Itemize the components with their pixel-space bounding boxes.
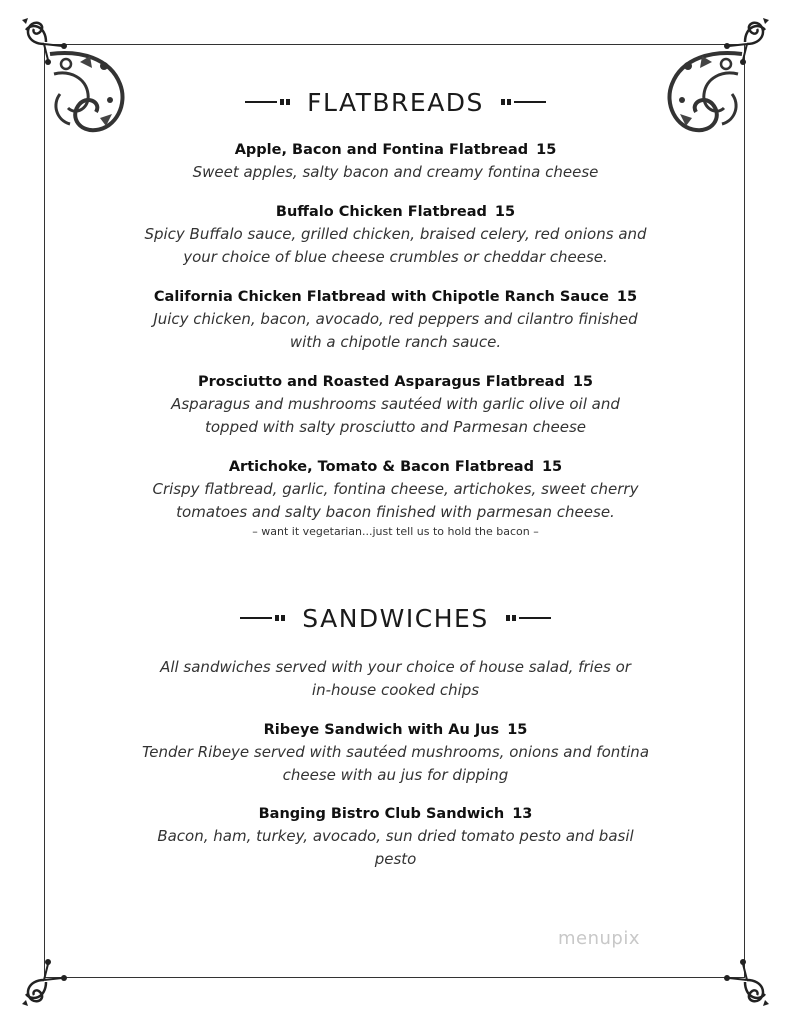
menu-item bbox=[100, 286, 691, 354]
item-description: Asparagus and mushrooms sautéed with garlic olive oil and topped with salty prosciutto and Parmesan cheese bbox=[171, 395, 620, 436]
heading-rule bbox=[240, 617, 272, 619]
sandwiches-intro: All sandwiches served with your choice of house salad, fries or in-house cooked chips bbox=[160, 658, 631, 699]
item-name: Banging Bistro Club Sandwich bbox=[258, 806, 505, 822]
menu-item bbox=[100, 139, 691, 184]
item-name: Apple, Bacon and Fontina Flatbread bbox=[234, 142, 529, 158]
item-note: – want it vegetarian...just tell us to hold the bacon – bbox=[252, 525, 539, 538]
watermark-logo: menupix bbox=[558, 928, 641, 949]
item-description: Sweet apples, salty bacon and creamy fontina cheese bbox=[192, 163, 599, 181]
item-description: Juicy chicken, bacon, avocado, red peppers and cilantro finished with a chipotle ranch sauce. bbox=[153, 310, 638, 351]
item-price: 15 bbox=[616, 289, 638, 305]
item-description: Tender Ribeye served with sautéed mushrooms, onions and fontina cheese with au jus for dipping bbox=[141, 743, 650, 784]
flatbreads-title: FLATBREADS bbox=[307, 87, 484, 117]
flatbreads-heading bbox=[0, 86, 791, 117]
item-name: California Chicken Flatbread with Chipotle Ranch Sauce bbox=[153, 289, 609, 305]
item-name: Buffalo Chicken Flatbread bbox=[275, 204, 487, 220]
item-price: 15 bbox=[541, 459, 563, 475]
heading-rule bbox=[245, 101, 277, 103]
item-price: 15 bbox=[494, 204, 516, 220]
item-description: Bacon, ham, turkey, avocado, sun dried tomato pesto and basil pesto bbox=[157, 827, 634, 868]
heading-rule bbox=[519, 617, 551, 619]
menu-item bbox=[100, 456, 691, 540]
sandwiches-heading bbox=[0, 602, 791, 633]
corner-flourish-icon bbox=[713, 948, 773, 1008]
menu-item bbox=[100, 201, 691, 269]
item-price: 13 bbox=[512, 806, 533, 822]
item-name: Prosciutto and Roasted Asparagus Flatbread bbox=[197, 374, 565, 390]
menu-item bbox=[100, 719, 691, 787]
item-price: 15 bbox=[572, 374, 594, 390]
menu-item bbox=[100, 803, 691, 871]
sandwiches-title: SANDWICHES bbox=[302, 603, 489, 633]
item-price: 15 bbox=[536, 142, 557, 158]
item-description: Spicy Buffalo sauce, grilled chicken, braised celery, red onions and your choice of blue cheese crumbles or cheddar cheese. bbox=[144, 225, 647, 266]
item-description: Crispy flatbread, garlic, fontina cheese, artichokes, sweet cherry tomatoes and salty bacon finished with parmesan cheese. bbox=[152, 480, 639, 521]
menu-item bbox=[100, 371, 691, 439]
item-price: 15 bbox=[507, 722, 528, 738]
corner-flourish-icon bbox=[18, 948, 78, 1008]
item-name: Artichoke, Tomato & Bacon Flatbread bbox=[228, 459, 534, 475]
item-name: Ribeye Sandwich with Au Jus bbox=[263, 722, 500, 738]
section-intro bbox=[100, 656, 691, 702]
heading-rule bbox=[514, 101, 546, 103]
